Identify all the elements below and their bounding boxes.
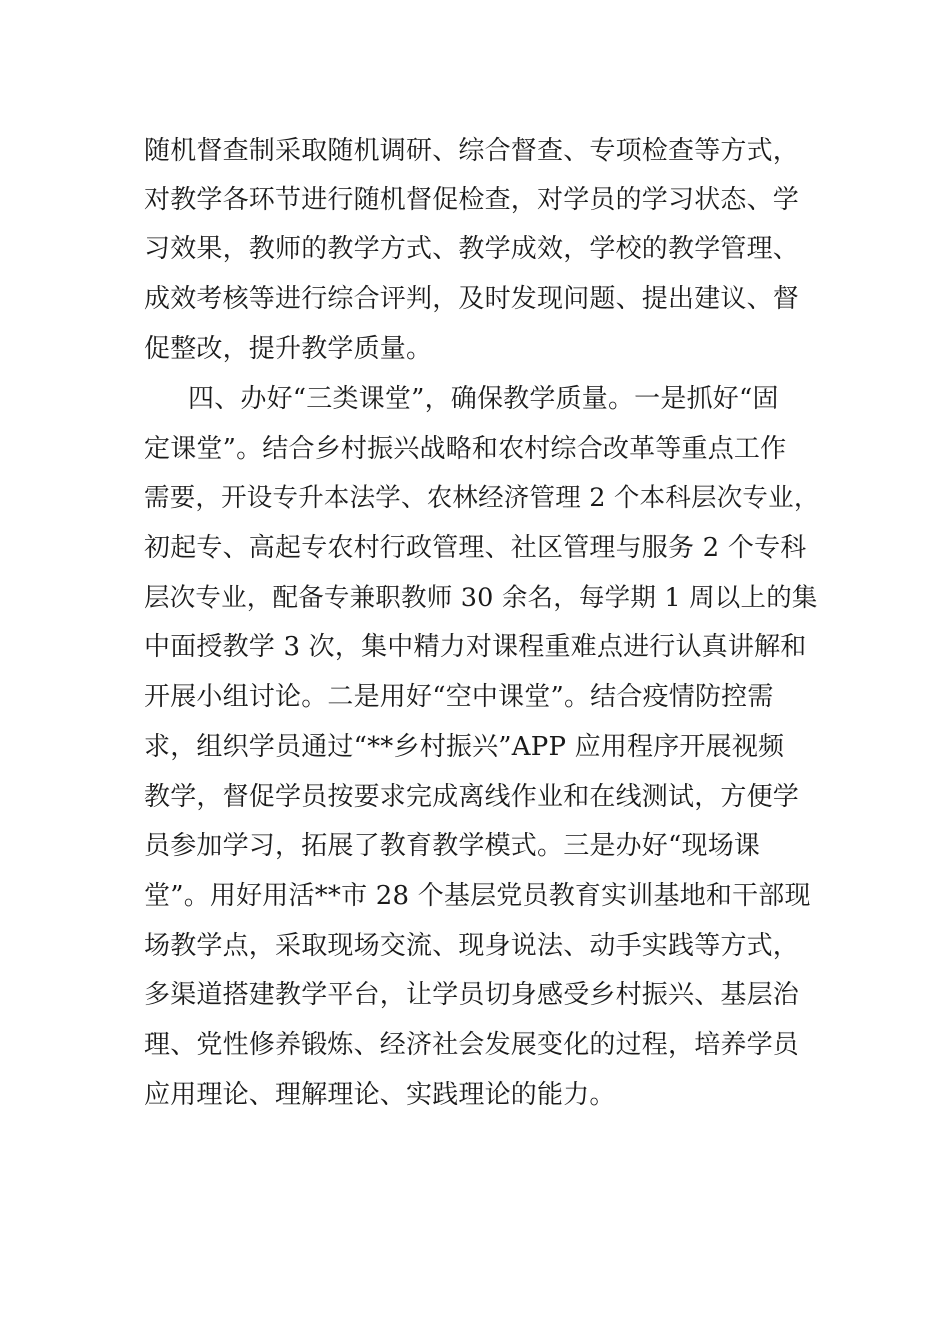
paragraph-line: 随机督查制采取随机调研、综合督查、专项检查等方式，	[144, 136, 800, 166]
paragraph-line: 定课堂”。结合乡村振兴战略和农村综合改革等重点工作	[144, 434, 787, 464]
paragraph-line: 开展小组讨论。二是用好“空中课堂”。结合疫情防控需	[144, 682, 774, 712]
paragraph-line: 应用理论、理解理论、实践理论的能力。	[144, 1080, 616, 1110]
paragraph-line: 对教学各环节进行随机督促检查，对学员的学习状态、学	[144, 185, 800, 215]
paragraph-line: 四、办好“三类课堂”，确保教学质量。一是抓好“固	[188, 384, 779, 414]
paragraph-line: 员参加学习，拓展了教育教学模式。三是办好“现场课	[144, 831, 761, 861]
paragraph-line: 堂”。用好用活**市 28 个基层党员教育实训基地和干部现	[144, 881, 811, 911]
paragraph-line: 初起专、高起专农村行政管理、社区管理与服务 2 个专科	[144, 533, 807, 563]
paragraph-line: 需要，开设专升本法学、农林经济管理 2 个本科层次专业，	[144, 483, 820, 513]
paragraph-line: 促整改，提升教学质量。	[144, 334, 433, 364]
paragraph-line: 层次专业，配备专兼职教师 30 余名，每学期 1 周以上的集	[144, 583, 818, 613]
paragraph-line: 成效考核等进行综合评判，及时发现问题、提出建议、督	[144, 284, 800, 314]
paragraph-line: 多渠道搭建教学平台，让学员切身感受乡村振兴、基层治	[144, 980, 800, 1010]
paragraph-line: 场教学点，采取现场交流、现身说法、动手实践等方式，	[144, 931, 800, 961]
paragraph-line: 习效果，教师的教学方式、教学成效，学校的教学管理、	[144, 234, 800, 264]
paragraph-line: 教学，督促学员按要求完成离线作业和在线测试，方便学	[144, 782, 800, 812]
paragraph-line: 中面授教学 3 次，集中精力对课程重难点进行认真讲解和	[144, 632, 807, 662]
paragraph-line: 求，组织学员通过“**乡村振兴”APP 应用程序开展视频	[144, 732, 785, 762]
paragraph-line: 理、党性修养锻炼、经济社会发展变化的过程，培养学员	[144, 1030, 800, 1060]
